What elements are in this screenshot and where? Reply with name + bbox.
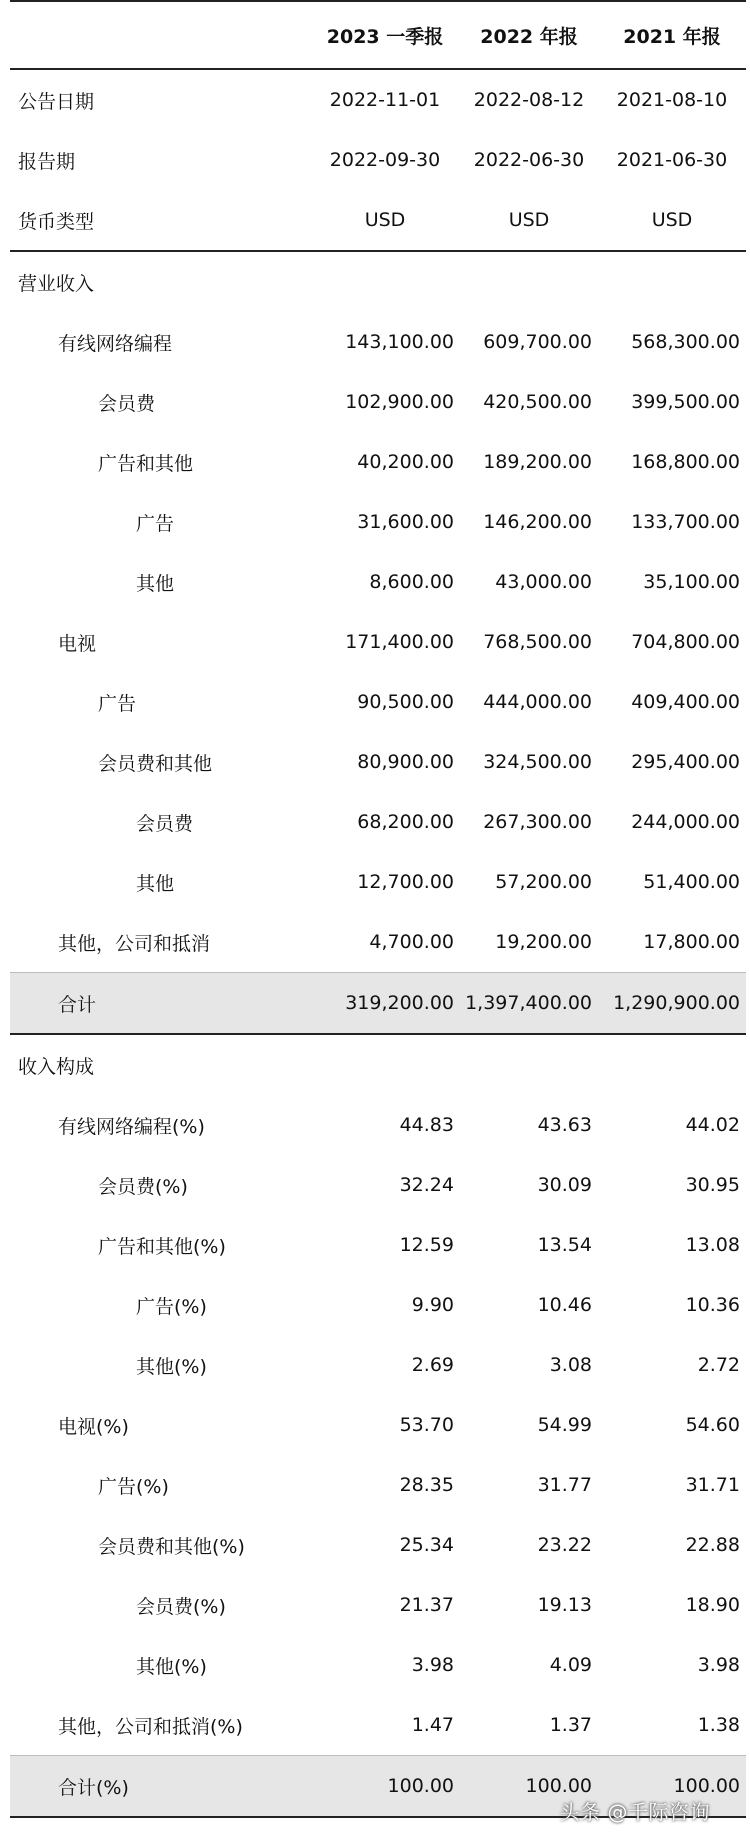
- value-cell: 53.70: [399, 1414, 454, 1436]
- row-label: 会员费和其他(%): [98, 1535, 245, 1558]
- row-label: 会员费和其他: [98, 752, 213, 775]
- value-cell: [460, 251, 598, 312]
- value-cell: 68,200.00: [357, 811, 454, 833]
- value-cell: 2022-06-30: [473, 149, 585, 171]
- value-cell: 1.47: [411, 1714, 454, 1736]
- value-cell: 31.77: [537, 1474, 592, 1496]
- value-cell: 4.09: [549, 1654, 592, 1676]
- row-label: 其他，公司和抵消(%): [58, 1715, 243, 1738]
- value-cell: 768,500.00: [483, 631, 592, 653]
- row-label: 广告和其他(%): [98, 1235, 226, 1258]
- table-row: [10, 1275, 746, 1335]
- value-cell: 295,400.00: [631, 751, 740, 773]
- row-label: 广告: [98, 692, 137, 715]
- value-cell: 10.46: [537, 1294, 592, 1316]
- value-cell: 54.99: [537, 1414, 592, 1436]
- value-cell: 2022-09-30: [329, 149, 441, 171]
- value-cell: 12,700.00: [357, 871, 454, 893]
- value-cell: 2021-08-10: [616, 89, 728, 111]
- value-cell: 51,400.00: [643, 871, 740, 893]
- row-label: 有线网络编程: [58, 332, 173, 355]
- table-row: [10, 1395, 746, 1455]
- value-cell: 2.69: [411, 1354, 454, 1376]
- watermark-text: 头条 @千际咨询: [559, 1800, 710, 1824]
- value-cell: 409,400.00: [631, 691, 740, 713]
- value-cell: USD: [460, 190, 598, 251]
- row-label: 会员费: [98, 392, 156, 415]
- revenue-breakdown-table: [10, 0, 746, 1818]
- row-label: 广告: [136, 512, 175, 535]
- row-label: 会员费(%): [98, 1175, 188, 1198]
- value-cell: [460, 1034, 598, 1095]
- value-cell: 30.95: [685, 1174, 740, 1196]
- table-row: [10, 1215, 746, 1275]
- value-cell: USD: [310, 190, 460, 251]
- value-cell: USD: [598, 190, 746, 251]
- total-row: [10, 973, 746, 1035]
- row-label: 广告(%): [136, 1295, 207, 1318]
- table-row: [10, 1695, 746, 1756]
- row-label: 合计(%): [10, 1756, 310, 1818]
- value-cell: 22.88: [685, 1534, 740, 1556]
- value-cell: 10.36: [685, 1294, 740, 1316]
- value-cell: 324,500.00: [483, 751, 592, 773]
- value-cell: 168,800.00: [631, 451, 740, 473]
- row-label: 公告日期: [18, 90, 95, 113]
- meta-row: [10, 190, 746, 251]
- value-cell: 35,100.00: [643, 571, 740, 593]
- row-label: 合计: [10, 973, 310, 1035]
- section-heading-row: [10, 251, 746, 312]
- value-cell: 57,200.00: [495, 871, 592, 893]
- value-cell: 44.83: [399, 1114, 454, 1136]
- value-cell: 18.90: [685, 1594, 740, 1616]
- value-cell: 44.02: [685, 1114, 740, 1136]
- value-cell: 19,200.00: [495, 931, 592, 953]
- table-row: [10, 792, 746, 852]
- row-label: 电视(%): [58, 1415, 129, 1438]
- row-label: 营业收入: [18, 272, 95, 295]
- table-row: [10, 1335, 746, 1395]
- value-cell: 3.98: [697, 1654, 740, 1676]
- value-cell: 13.54: [537, 1234, 592, 1256]
- financial-table-container: [10, 0, 746, 1818]
- table-row: [10, 1155, 746, 1215]
- value-cell: 43,000.00: [495, 571, 592, 593]
- value-cell: 21.37: [399, 1594, 454, 1616]
- value-cell: 704,800.00: [631, 631, 740, 653]
- row-label: 电视: [58, 632, 97, 655]
- value-cell: 9.90: [411, 1294, 454, 1316]
- value-cell: 54.60: [685, 1414, 740, 1436]
- value-cell: 31.71: [685, 1474, 740, 1496]
- value-cell: 133,700.00: [631, 511, 740, 533]
- table-row: [10, 1635, 746, 1695]
- value-cell: 244,000.00: [631, 811, 740, 833]
- table-row: [10, 432, 746, 492]
- table-row: [10, 612, 746, 672]
- table-row: [10, 492, 746, 552]
- row-label: 广告(%): [98, 1475, 169, 1498]
- table-row: [10, 372, 746, 432]
- value-cell: 267,300.00: [483, 811, 592, 833]
- value-cell: 146,200.00: [483, 511, 592, 533]
- value-cell: 12.59: [399, 1234, 454, 1256]
- row-label: 其他(%): [136, 1655, 207, 1678]
- table-row: [10, 1095, 746, 1155]
- section-heading-row: [10, 1034, 746, 1095]
- table-row: [10, 672, 746, 732]
- value-cell: 568,300.00: [631, 331, 740, 353]
- value-cell: 28.35: [399, 1474, 454, 1496]
- row-label: 会员费: [136, 812, 194, 835]
- value-cell: 100.00: [598, 1756, 746, 1818]
- value-cell: 31,600.00: [357, 511, 454, 533]
- value-cell: 102,900.00: [345, 391, 454, 413]
- meta-row: [10, 69, 746, 130]
- table-header: [10, 1, 746, 69]
- value-cell: [598, 251, 746, 312]
- value-cell: 189,200.00: [483, 451, 592, 473]
- value-cell: 40,200.00: [357, 451, 454, 473]
- value-cell: 1.38: [697, 1714, 740, 1736]
- value-cell: 2.72: [697, 1354, 740, 1376]
- value-cell: 8,600.00: [369, 571, 454, 593]
- value-cell: [310, 251, 460, 312]
- header-2023-q1: 2023 一季报: [310, 1, 460, 69]
- row-label: 其他: [136, 572, 175, 595]
- value-cell: 1,290,900.00: [598, 973, 746, 1035]
- header-label-cell: [10, 1, 310, 69]
- table-row: [10, 852, 746, 912]
- value-cell: 420,500.00: [483, 391, 592, 413]
- row-label: 广告和其他: [98, 452, 194, 475]
- value-cell: 2021-06-30: [616, 149, 728, 171]
- value-cell: 23.22: [537, 1534, 592, 1556]
- table-row: [10, 732, 746, 792]
- value-cell: 1,397,400.00: [460, 973, 598, 1035]
- value-cell: 100.00: [460, 1756, 598, 1818]
- table-row: [10, 552, 746, 612]
- value-cell: 1.37: [549, 1714, 592, 1736]
- value-cell: 4,700.00: [369, 931, 454, 953]
- row-label: 其他(%): [136, 1355, 207, 1378]
- value-cell: 90,500.00: [357, 691, 454, 713]
- row-label: 会员费(%): [136, 1595, 226, 1618]
- table-row: [10, 1515, 746, 1575]
- header-2022-annual: 2022 年报: [460, 1, 598, 69]
- table-row: [10, 312, 746, 372]
- value-cell: 17,800.00: [643, 931, 740, 953]
- value-cell: 399,500.00: [631, 391, 740, 413]
- value-cell: 2022-11-01: [329, 89, 441, 111]
- value-cell: [310, 1034, 460, 1095]
- header-row: [10, 1, 746, 69]
- value-cell: 3.98: [411, 1654, 454, 1676]
- row-label: 其他: [136, 872, 175, 895]
- value-cell: 43.63: [537, 1114, 592, 1136]
- value-cell: 80,900.00: [357, 751, 454, 773]
- row-label: 其他，公司和抵消: [58, 932, 211, 955]
- meta-row: [10, 130, 746, 190]
- value-cell: 32.24: [399, 1174, 454, 1196]
- value-cell: 100.00: [310, 1756, 460, 1818]
- table-body: [10, 69, 746, 1817]
- value-cell: 143,100.00: [345, 331, 454, 353]
- header-2021-annual: 2021 年报: [598, 1, 746, 69]
- row-label: 收入构成: [18, 1055, 95, 1078]
- table-row: [10, 1575, 746, 1635]
- value-cell: 171,400.00: [345, 631, 454, 653]
- row-label: 有线网络编程(%): [58, 1115, 205, 1138]
- value-cell: 13.08: [685, 1234, 740, 1256]
- table-row: [10, 912, 746, 973]
- row-label: 报告期: [18, 150, 76, 173]
- table-row: [10, 1455, 746, 1515]
- value-cell: 319,200.00: [310, 973, 460, 1035]
- value-cell: 2022-08-12: [473, 89, 585, 111]
- row-label: 货币类型: [10, 190, 310, 251]
- value-cell: 19.13: [537, 1594, 592, 1616]
- value-cell: 444,000.00: [483, 691, 592, 713]
- value-cell: 3.08: [549, 1354, 592, 1376]
- value-cell: 30.09: [537, 1174, 592, 1196]
- value-cell: [598, 1034, 746, 1095]
- value-cell: 25.34: [399, 1534, 454, 1556]
- value-cell: 609,700.00: [483, 331, 592, 353]
